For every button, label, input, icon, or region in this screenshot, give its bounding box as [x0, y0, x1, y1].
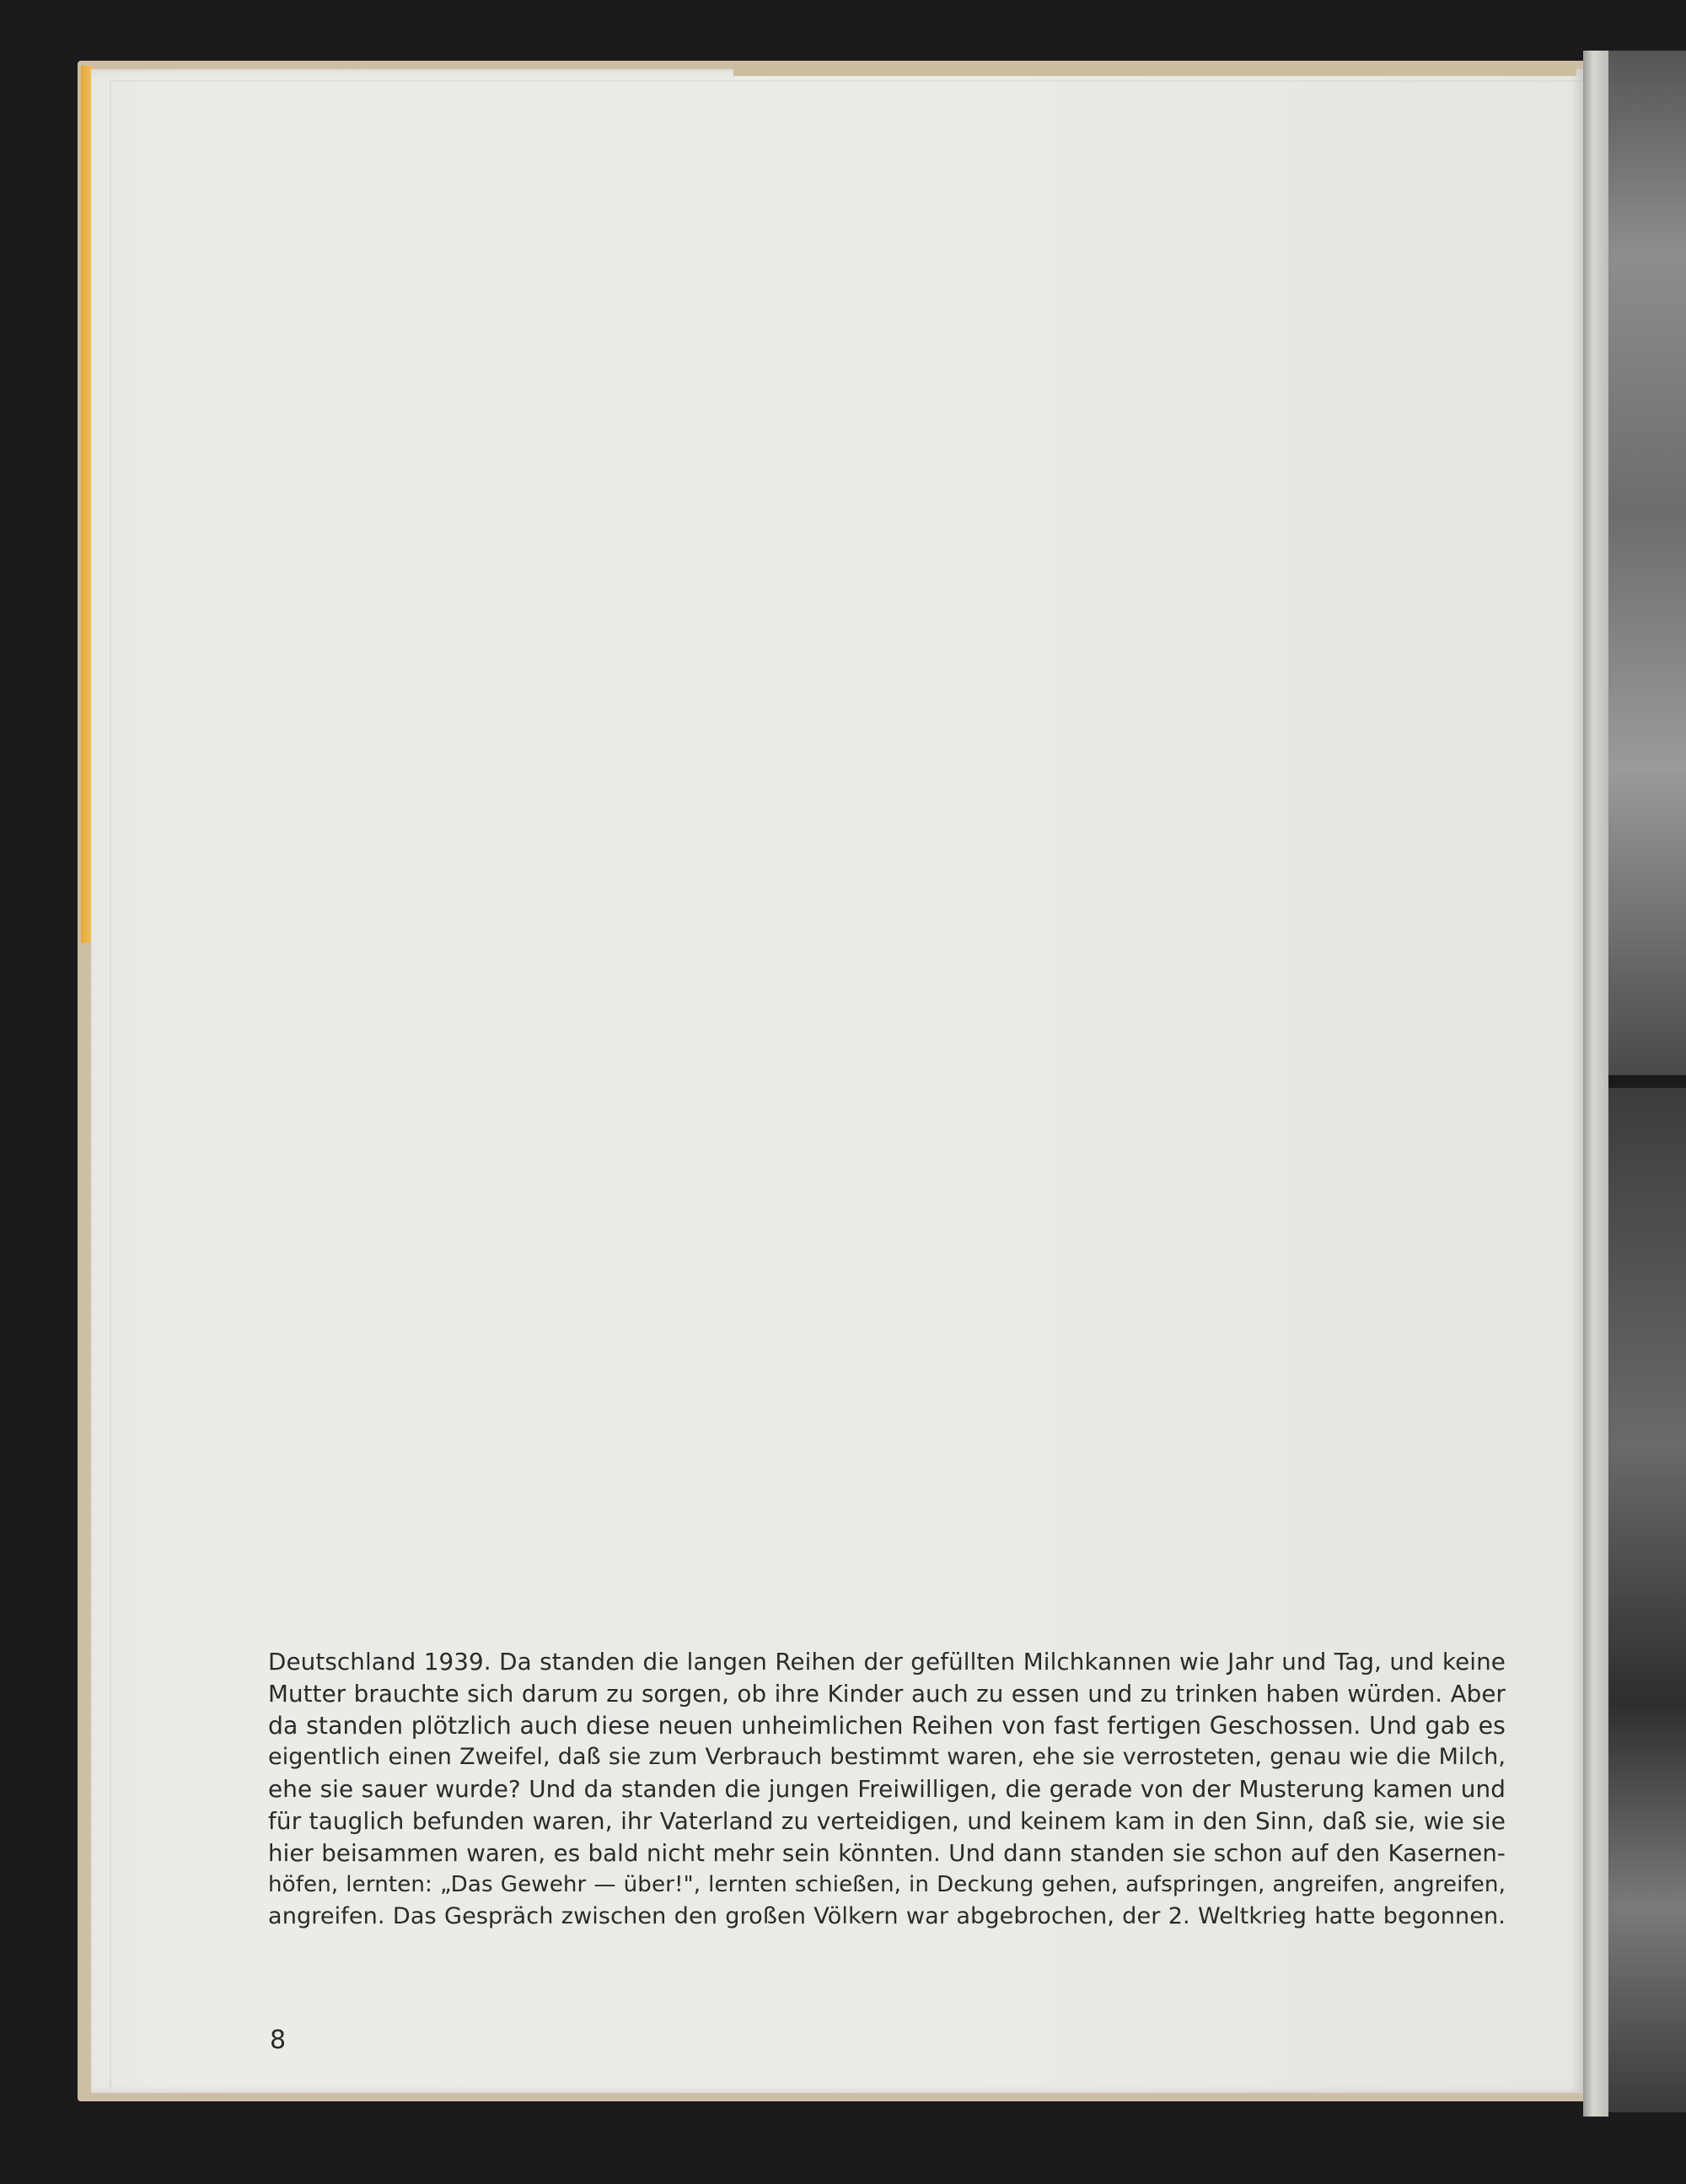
caption-line: für tauglich befunden waren, ihr Vaterland zu verteidigen, und keinem kam in den Sinn, daß sie, wie sie: [268, 1806, 1506, 1835]
caption-line: ehe sie sauer wurde? Und da standen die jungen Freiwilligen, die gerade von der Musterung kamen und: [268, 1775, 1506, 1804]
page-number: 8: [270, 2025, 287, 2055]
binding-tape: [733, 64, 1576, 76]
facing-page-photo-bottom: [1608, 1088, 1686, 2112]
caption-line: eigentlich einen Zweifel, daß sie zum Verbrauch bestimmt waren, ehe sie verrosteten, genau wie die Milch,: [268, 1744, 1506, 1771]
caption-line: höfen, lernten: „Das Gewehr — über!", lernten schießen, in Deckung gehen, aufspringen, angreifen, angreifen,: [268, 1871, 1506, 1897]
caption-line: angreifen. Das Gespräch zwischen den großen Völkern war abgebrochen, der 2. Weltkrieg hatte begonnen.: [268, 1903, 1506, 1930]
caption-line: hier beisammen waren, es bald nicht mehr sein könnten. Und dann standen sie schon auf den Kasernen-: [268, 1838, 1506, 1867]
caption-line: Mutter brauchte sich darum zu sorgen, ob ihre Kinder auch zu essen und zu trinken haben würden. Aber: [268, 1679, 1506, 1708]
caption-line: da standen plötzlich auch diese neuen unheimlichen Reihen von fast fertigen Geschossen. Und gab es: [268, 1711, 1506, 1740]
book-gutter: [1583, 51, 1608, 2117]
caption-line: Deutschland 1939. Da standen die langen Reihen der gefüllten Milchkannen wie Jahr und Tag, und keine: [268, 1648, 1506, 1676]
facing-page-photo-top: [1608, 51, 1686, 1075]
caption-text: [268, 1646, 1506, 1933]
